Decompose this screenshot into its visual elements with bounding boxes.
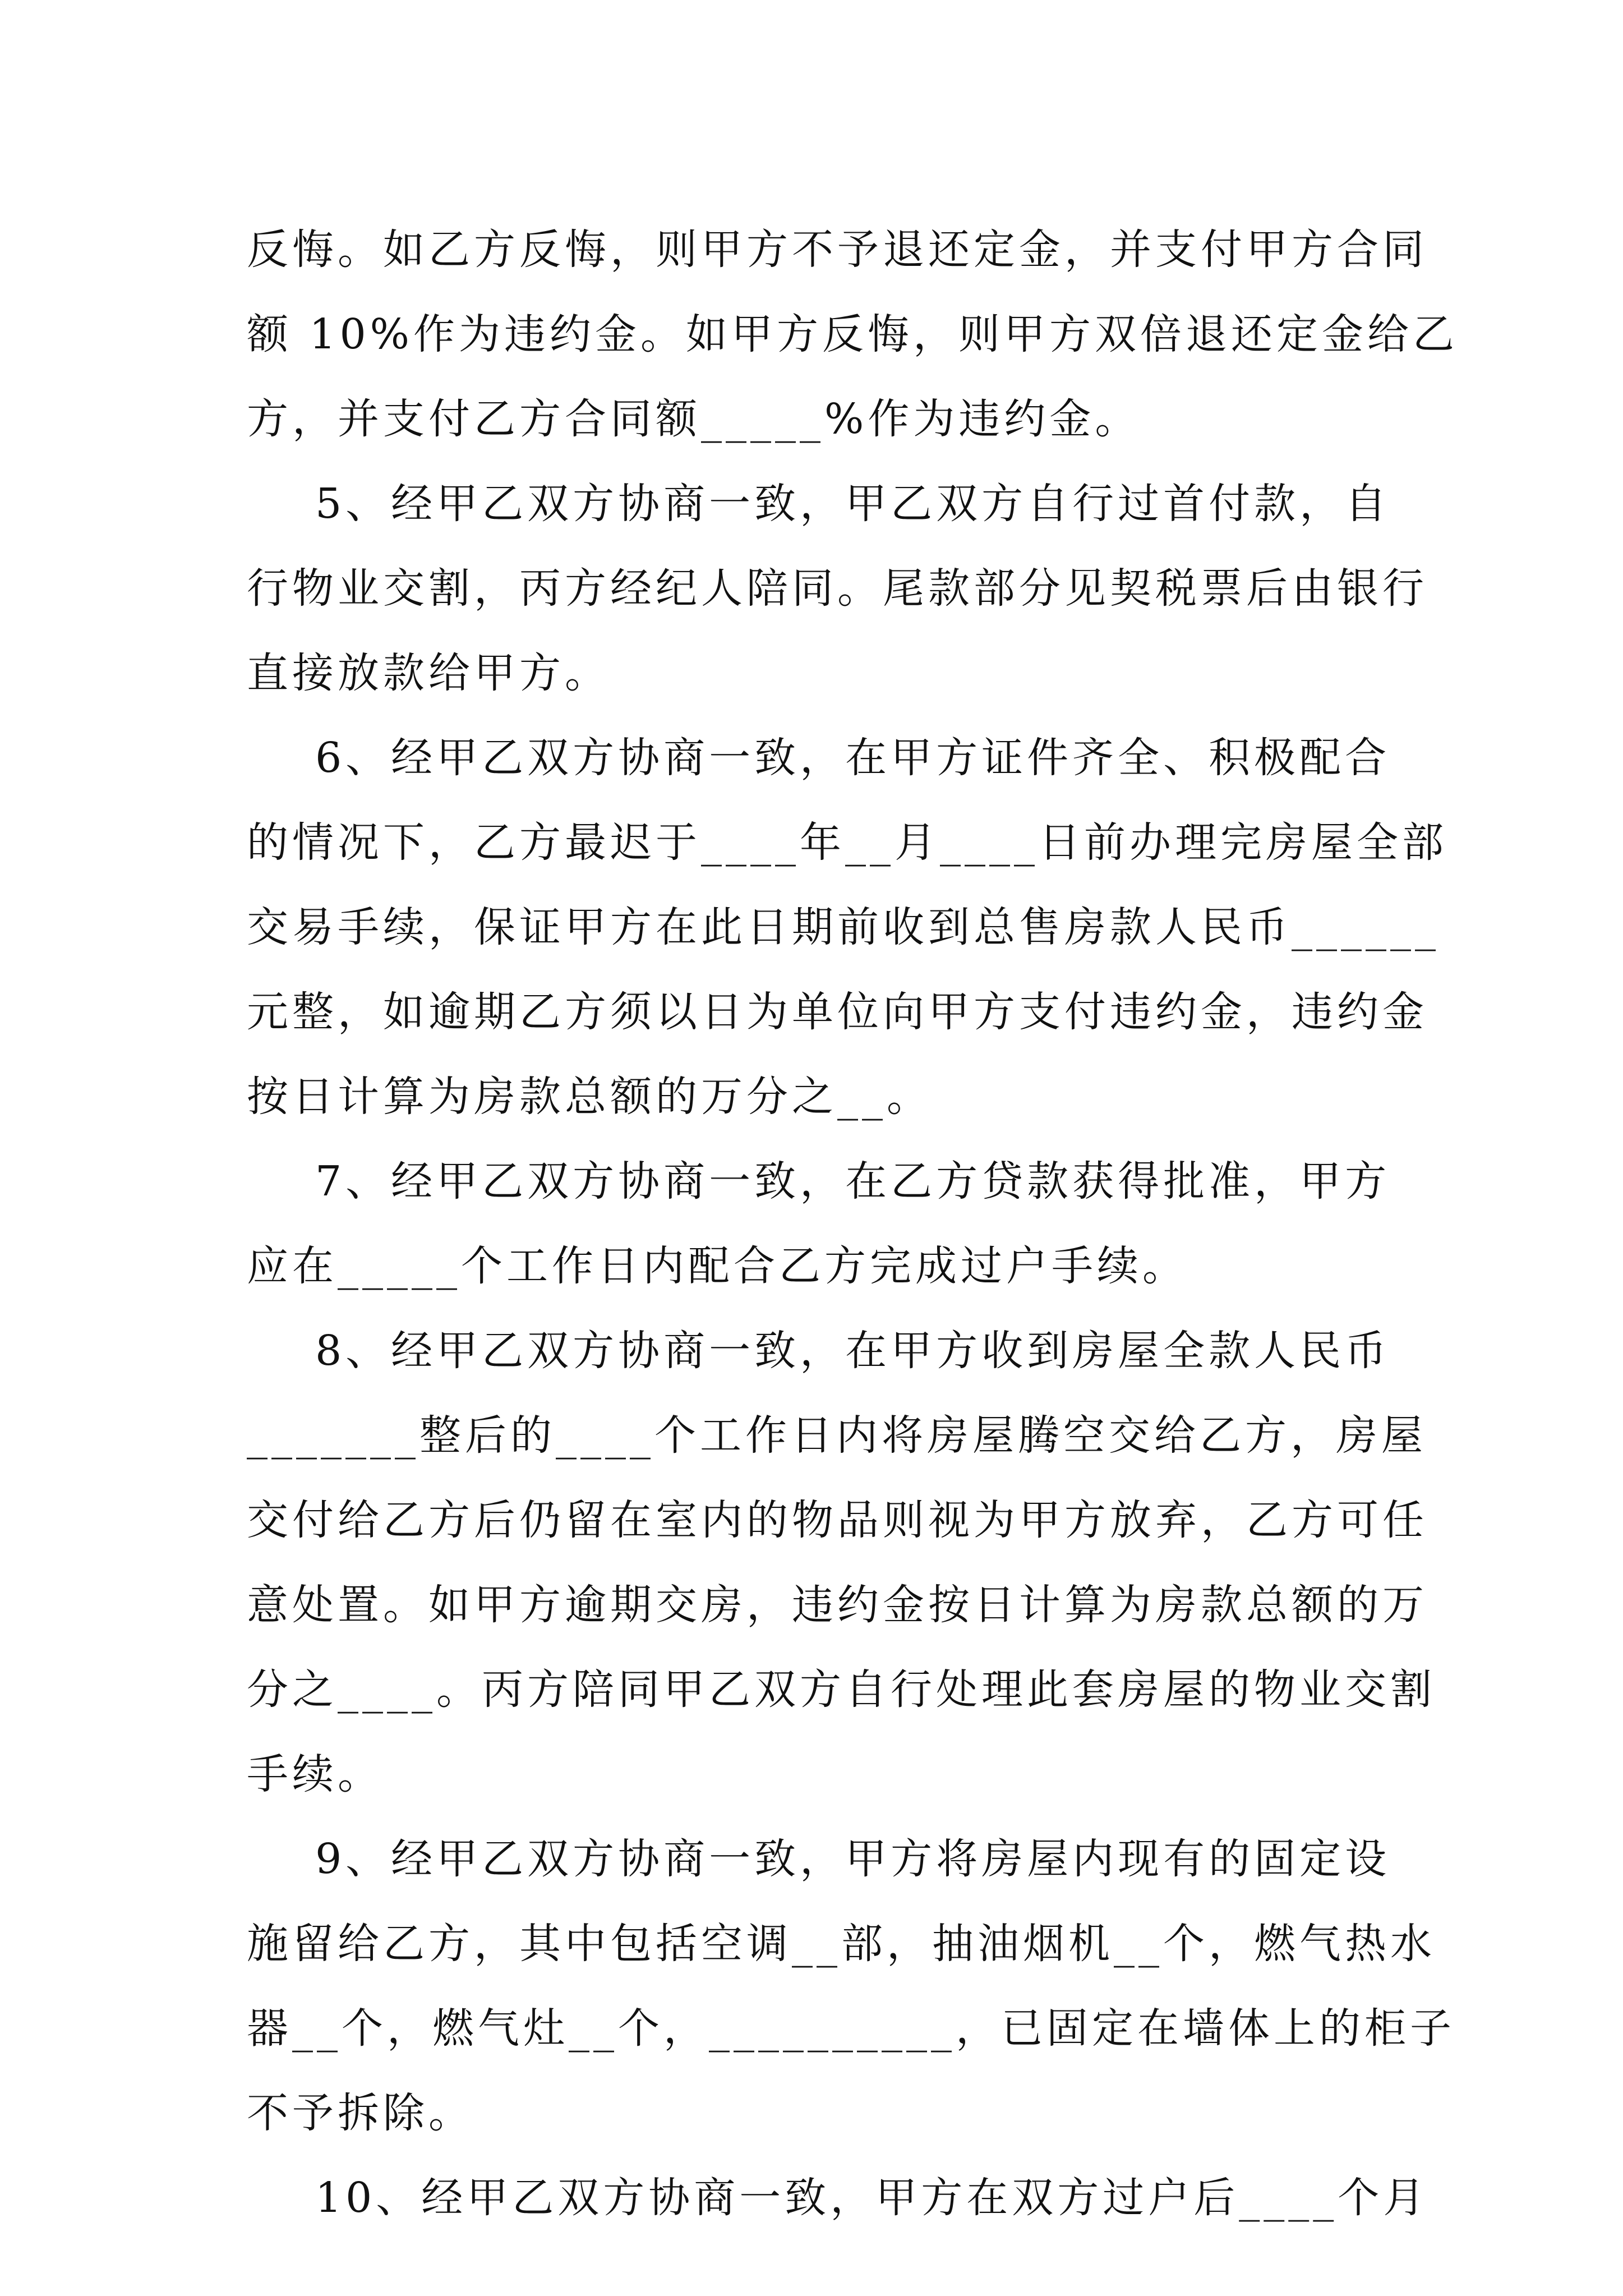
text-line: 8、经甲乙双方协商一致，在甲方收到房屋全款人民币 [247,1327,1391,1375]
text-line: 应在_____个工作日内配合乙方完成过户手续。 [247,1242,1188,1290]
text-line: 9、经甲乙双方协商一致，甲方将房屋内现有的固定设 [247,1835,1391,1883]
text-line: 反悔。如乙方反悔，则甲方不予退还定金，并支付甲方合同 [247,226,1428,274]
text-line: 施留给乙方，其中包括空调__部，抽油烟机__个，燃气热水 [247,1920,1436,1968]
text-line: 交付给乙方后仍留在室内的物品则视为甲方放弃，乙方可任 [247,1496,1428,1544]
text-line: 10、经甲乙双方协商一致，甲方在双方过户后____个月 [247,2174,1429,2222]
text-line: 器__个，燃气灶__个，__________，已固定在墙体上的柜子 [247,2004,1455,2053]
document-body [247,208,1458,2240]
text-line: 行物业交割，丙方经纪人陪同。尾款部分见契税票后由银行 [247,564,1428,613]
text-line: 6、经甲乙双方协商一致，在甲方证件齐全、积极配合 [247,734,1391,782]
text-line: 按日计算为房款总额的万分之__。 [247,1073,932,1121]
text-line: 额 10%作为违约金。如甲方反悔，则甲方双倍退还定金给乙 [247,310,1458,358]
text-line: 7、经甲乙双方协商一致，在乙方贷款获得批准，甲方 [247,1157,1391,1205]
text-line: _______整后的____个工作日内将房屋腾空交给乙方，房屋 [247,1411,1427,1460]
text-line: 交易手续，保证甲方在此日期前收到总售房款人民币______ [247,903,1440,951]
text-line: 分之____。丙方陪同甲乙双方自行处理此套房屋的物业交割 [247,1665,1436,1714]
text-line: 意处置。如甲方逾期交房，违约金按日计算为房款总额的万 [247,1581,1428,1629]
text-line: 方，并支付乙方合同额_____%作为违约金。 [247,395,1141,443]
text-line: 不予拆除。 [247,2089,474,2137]
text-line: 直接放款给甲方。 [247,649,610,697]
text-line: 的情况下，乙方最迟于____年__月____日前办理完房屋全部 [247,818,1447,867]
text-line: 手续。 [247,1750,383,1798]
text-line: 元整，如逾期乙方须以日为单位向甲方支付违约金，违约金 [247,988,1428,1036]
text-line: 5、经甲乙双方协商一致，甲乙双方自行过首付款，自 [247,480,1391,528]
